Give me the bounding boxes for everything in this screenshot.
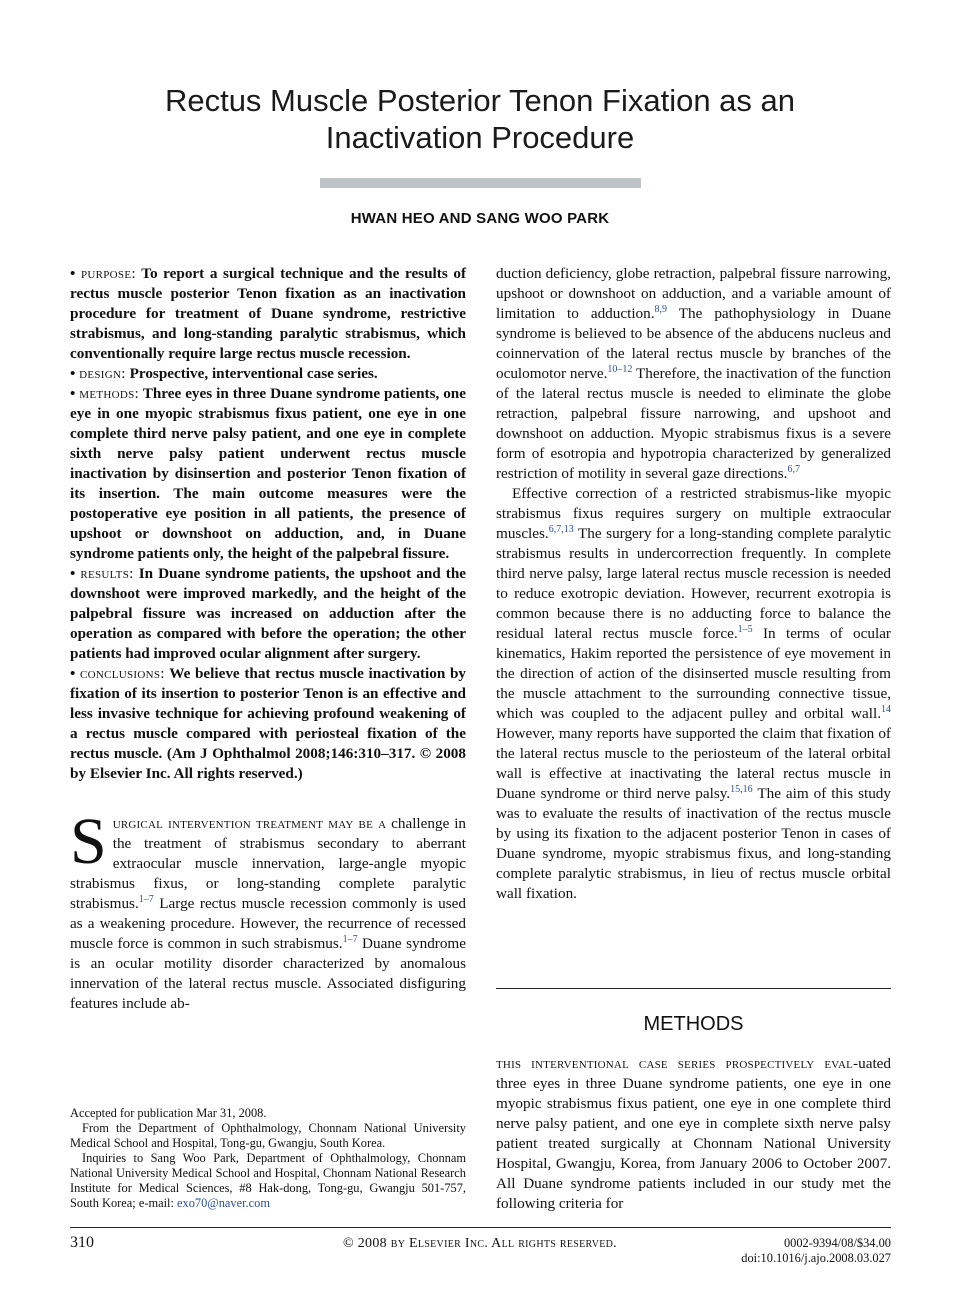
inquiries-note bbox=[70, 1151, 466, 1211]
ref-link[interactable]: 1–7 bbox=[342, 934, 358, 945]
bullet-icon: • bbox=[70, 265, 76, 282]
bullet-icon: • bbox=[70, 365, 76, 382]
results-text: In Duane syndrome patients, the upshoot and the downshoot were improved markedly, and the height of the palpebral fissure was increased on adduction after the operation as compared with before the operation; the other patients had improved ocular alignment after surgery. bbox=[70, 565, 467, 662]
abstract-conclusions bbox=[70, 664, 466, 784]
purpose-label: purpose: bbox=[80, 265, 136, 282]
bullet-icon: • bbox=[70, 565, 76, 582]
bullet-icon: • bbox=[70, 385, 76, 402]
right-column bbox=[496, 264, 891, 904]
abstract-design bbox=[70, 364, 466, 384]
p2-text-e: The aim of this study was to evaluate the results of inactivation of the rectus muscle by using its fixation to the adjacent posterior Tenon in cases of Duane syndrome, myopic strabismus fixus, and long-standing complete paralytic strabismus, in lieu of rectus muscle orbital wall fixation. bbox=[496, 785, 891, 902]
title-line-2: Inactivation Procedure bbox=[325, 120, 635, 155]
drop-cap: S bbox=[70, 805, 107, 878]
methods-body bbox=[496, 1054, 891, 1214]
p1-text-b: The pathophysiology in Duane syndrome is believed to be absence of the abducens nucleus and coinnervation of the lateral rectus muscle by branches of the oculomotor nerve. bbox=[496, 305, 892, 382]
methods-heading: METHODS bbox=[643, 1013, 744, 1035]
ref-link[interactable]: 14 bbox=[881, 704, 891, 715]
copyright: © 2008 by Elsevier Inc. All rights reserved. bbox=[343, 1236, 617, 1251]
methods-text: Three eyes in three Duane syndrome patients, one eye in one myopic strabismus fixus patient, one eye in one complete third nerve palsy patient, and one eye in complete sixth nerve palsy patient underwent rectus muscle inactivation by disinsertion and posterior Tenon fixation of its insertion. The main outcome measures were the postoperative eye position in all patients, the presence of upshoot or downshoot on adduction, and, in Duane syndrome patients only, the height of the palpebral fissure. bbox=[70, 385, 466, 562]
title-rule bbox=[320, 178, 641, 188]
p1-text-c: Therefore, the inactivation of the function of the lateral rectus muscle is needed to eliminate the globe retraction, palpebral fissure narrowing, and upshoot and downshoot on adduction. Myopic strabismus fixus is a severe form of esotropia and hypotropia characterized by generalized restriction of motility in several gaze directions. bbox=[496, 365, 891, 482]
citation: (Am J Ophthalmol 2008;146:310–317. © 2008 by Elsevier Inc. All rights reserved.) bbox=[70, 745, 466, 782]
page-number: 310 bbox=[70, 1234, 94, 1251]
ref-link[interactable]: 1–5 bbox=[737, 624, 753, 635]
ref-link[interactable]: 1–7 bbox=[138, 894, 154, 905]
p2-text-d: However, many reports have supported the claim that fixation of the lateral rectus muscle to the periosteum of the lateral orbital wall is effective at inactivating the lateral rectus muscle in Duane syndrome or third nerve palsy. bbox=[496, 725, 891, 802]
design-text: Prospective, interventional case series. bbox=[129, 365, 378, 382]
abstract-methods bbox=[70, 384, 466, 564]
intro-text-c: Duane syndrome is an ocular motility disorder characterized by anomalous innervation of the lateral rectus muscle. Associated disfiguring features include ab- bbox=[70, 935, 466, 1012]
results-label: results: bbox=[80, 565, 134, 582]
p2-text-b: The surgery for a long-standing complete paralytic strabismus results in undercorrection frequently. In complete third nerve palsy, large lateral rectus muscle recession is needed to reduce exotropic deviation. However, recurrent exotropia is common because there is no adducting force to balance the residual lateral rectus muscle force. bbox=[496, 525, 891, 642]
inquiries-text: Inquiries to Sang Woo Park, Department of Ophthalmology, Chonnam National University Medical School and Hospital, Chonnam National Research Institute for Medical Sciences, #8 Hak-dong, Tong-gu, Gwangju 501-757, South Korea; e-mail: bbox=[70, 1151, 466, 1210]
issn: 0002-9394/08/$34.00 bbox=[783, 1236, 891, 1250]
design-label: design: bbox=[79, 365, 126, 382]
article-title bbox=[80, 82, 880, 156]
email-link[interactable]: exo70@naver.com bbox=[177, 1196, 270, 1210]
accepted-note: Accepted for publication Mar 31, 2008. bbox=[70, 1106, 267, 1120]
title-line-1: Rectus Muscle Posterior Tenon Fixation as an bbox=[164, 83, 796, 118]
introduction bbox=[70, 805, 467, 1014]
intro-lead: urgical intervention treatment may be a bbox=[112, 815, 387, 832]
footnotes bbox=[70, 1106, 466, 1211]
right-paragraph-2 bbox=[496, 484, 891, 904]
issn-doi bbox=[741, 1236, 891, 1266]
ref-link[interactable]: 6,7 bbox=[787, 464, 800, 475]
left-column bbox=[70, 264, 466, 1014]
authors: HWAN HEO AND SANG WOO PARK bbox=[350, 210, 610, 227]
conclusions-text: We believe that rectus muscle inactivation by fixation of its insertion to posterior Tenon is an effective and less invasive technique for achieving profound weakening of a rectus muscle compared with periosteal fixation of the rectus muscle. bbox=[70, 665, 466, 762]
footer-rule bbox=[70, 1227, 891, 1228]
intro-text-a: challenge in the treatment of strabismus secondary to aberrant extraocular muscle innervation, large-angle myopic strabismus fixus, or long-standing complete paralytic strabismus. bbox=[70, 815, 467, 912]
ref-link[interactable]: 10–12 bbox=[607, 364, 633, 375]
ref-link[interactable]: 6,7,13 bbox=[548, 524, 574, 535]
conclusions-label: conclusions: bbox=[79, 665, 165, 682]
p1-text-a: duction deficiency, globe retraction, palpebral fissure narrowing, upshoot or downshoot on adduction, and a variable amount of limitation to adduction. bbox=[496, 265, 891, 322]
abstract bbox=[70, 264, 466, 784]
abstract-purpose bbox=[70, 264, 466, 364]
methods-text: -uated three eyes in three Duane syndrome patients, one eye in one myopic strabismus fixus patient, one eye in one complete third nerve palsy patient, and one eye in complete sixth nerve palsy patient treated surgically at Chonnam National University Hospital, Gwangju, Korea, from January 2006 to October 2007. All Duane syndrome patients included in our study met the following criteria for bbox=[496, 1055, 891, 1212]
intro-text-b: Large rectus muscle recession commonly is used as a weakening procedure. However, the recurrence of recessed muscle force is common in such strabismus. bbox=[70, 895, 467, 952]
affiliation-note: From the Department of Ophthalmology, Chonnam National University Medical School and Hospital, Tong-gu, Gwangju, South Korea. bbox=[70, 1121, 466, 1150]
methods-lead: this interventional case series prospectively eval bbox=[496, 1055, 854, 1072]
p2-text-a: Effective correction of a restricted strabismus-like myopic strabismus fixus requires surgery on multiple extraocular muscles. bbox=[496, 485, 891, 542]
ref-link[interactable]: 15,16 bbox=[730, 784, 753, 795]
abstract-results bbox=[70, 564, 466, 664]
p2-text-c: In terms of ocular kinematics, Hakim reported the persistence of eye movement in the direction of action of the disinserted muscle resulting from the muscle attachment to the surrounding connective tissue, which was coupled to the adjacent pulley and orbital wall. bbox=[496, 625, 891, 722]
bullet-icon: • bbox=[70, 665, 76, 682]
ref-link[interactable]: 8,9 bbox=[654, 304, 668, 315]
section-rule bbox=[496, 988, 891, 989]
right-paragraph-1 bbox=[496, 264, 891, 484]
methods-label: methods: bbox=[79, 385, 140, 402]
doi: doi:10.1016/j.ajo.2008.03.027 bbox=[741, 1251, 891, 1265]
purpose-text: To report a surgical technique and the results of rectus muscle posterior Tenon fixation as an inactivation procedure for treatment of Duane syndrome, restrictive strabismus, and long-standing paralytic strabismus, which conventionally require large rectus muscle recession. bbox=[70, 265, 466, 362]
